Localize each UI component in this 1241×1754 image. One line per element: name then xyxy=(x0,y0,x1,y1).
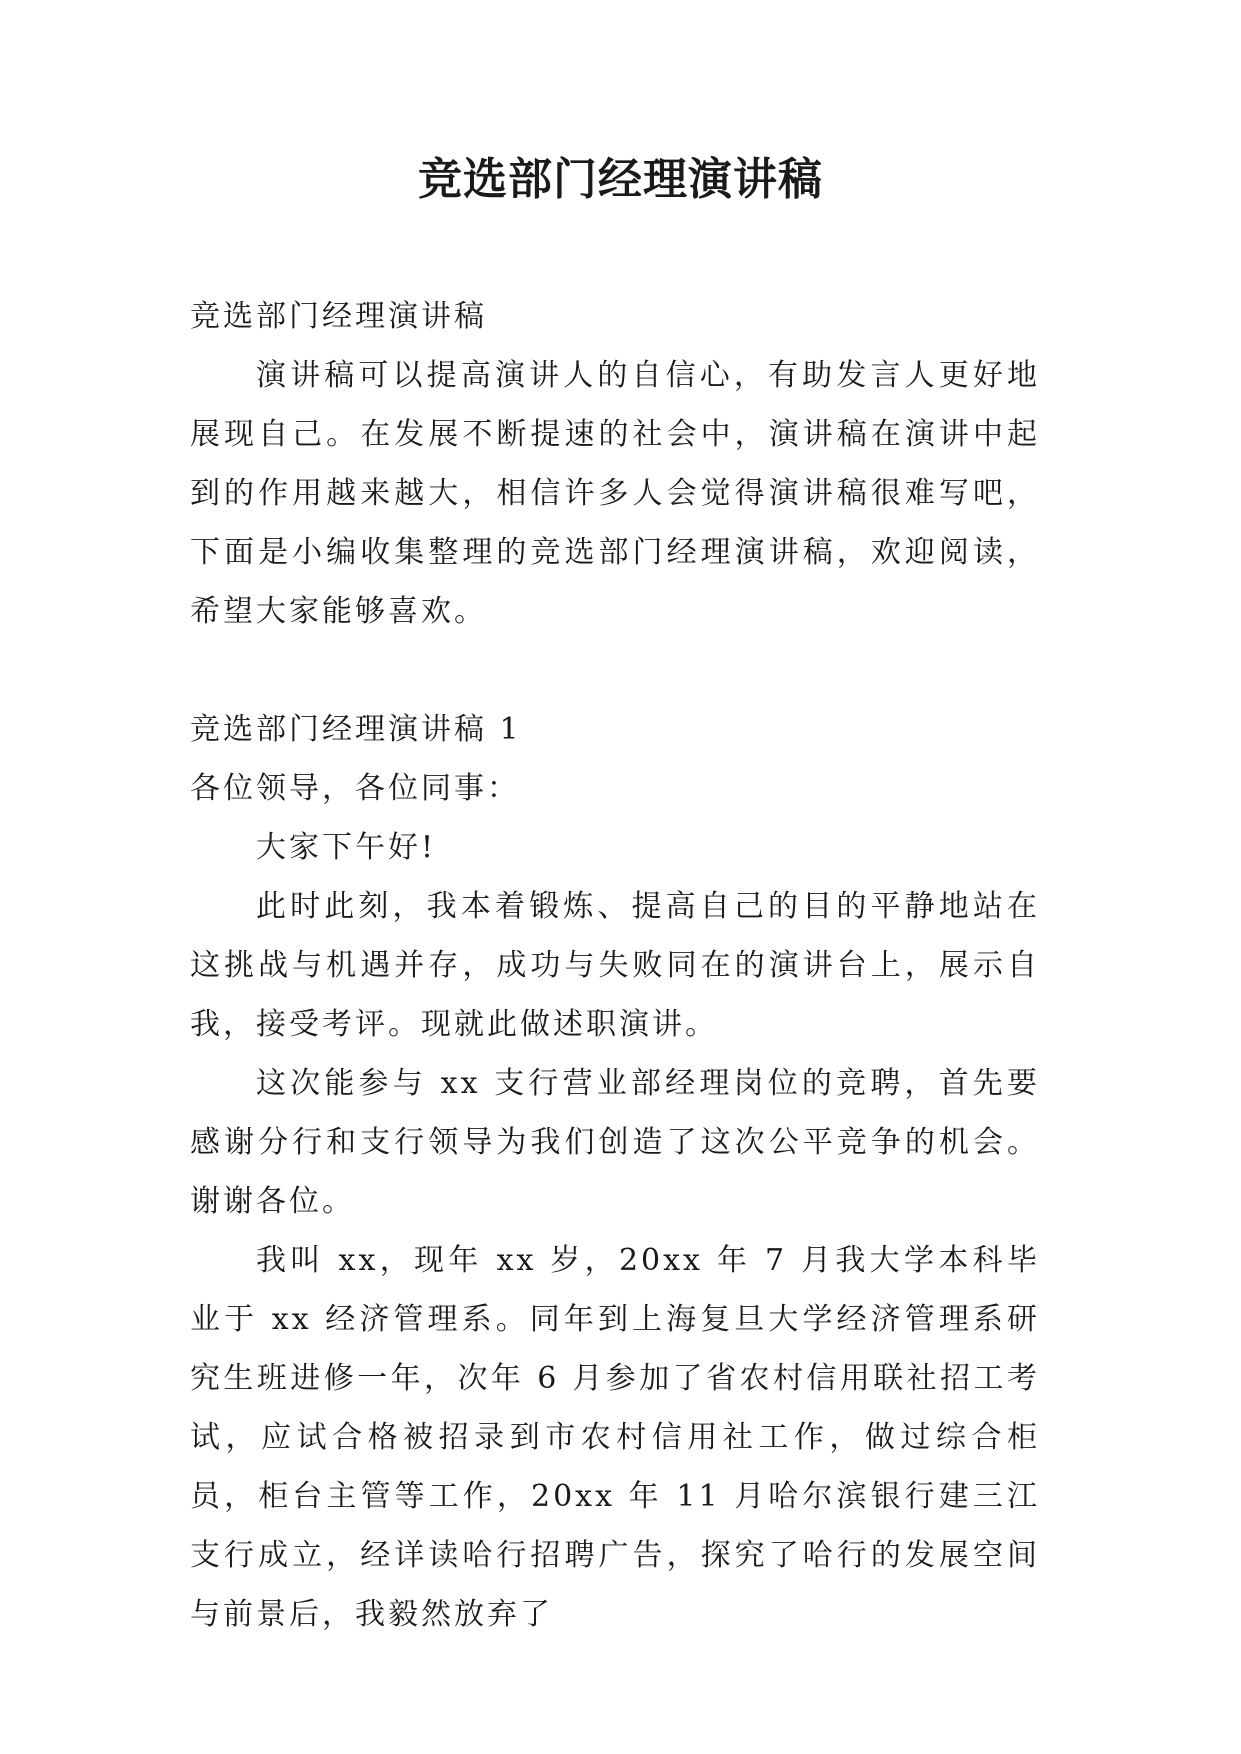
document-title: 竞选部门经理演讲稿 xyxy=(418,154,823,205)
document-body xyxy=(190,287,1040,1644)
subtitle: 竞选部门经理演讲稿 xyxy=(190,299,487,334)
body-paragraph: 我叫 xx，现年 xx 岁，20xx 年 7 月我大学本科毕业于 xx 经济管理系。同年到上海复旦大学经济管理系研究生班进修一年，次年 6 月参加了省农村信用联社招工考试，应试合格被招录到市农村信用社工作，做过综合柜员，柜台主管等工作，20xx 年 11 月哈尔滨银行建三江支行成立，经详读哈行招聘广告，探究了哈行的发展空间与前景后，我毅然放弃了 xyxy=(190,1243,1040,1632)
body-paragraph: 此时此刻，我本着锻炼、提高自己的目的平静地站在这挑战与机遇并存，成功与失败同在的演讲台上，展示自我，接受考评。现就此做述职演讲。 xyxy=(190,889,1040,1042)
intro-paragraph: 演讲稿可以提高演讲人的自信心，有助发言人更好地展现自己。在发展不断提速的社会中，演讲稿在演讲中起到的作用越来越大，相信许多人会觉得演讲稿很难写吧，下面是小编收集整理的竞选部门经理演讲稿，欢迎阅读，希望大家能够喜欢。 xyxy=(190,358,1040,629)
section-heading: 竞选部门经理演讲稿 1 xyxy=(190,712,522,747)
greeting: 大家下午好! xyxy=(256,830,437,865)
body-paragraph: 这次能参与 xx 支行营业部经理岗位的竞聘，首先要感谢分行和支行领导为我们创造了这次公平竞争的机会。谢谢各位。 xyxy=(190,1066,1040,1219)
salutation: 各位领导，各位同事： xyxy=(190,771,520,806)
